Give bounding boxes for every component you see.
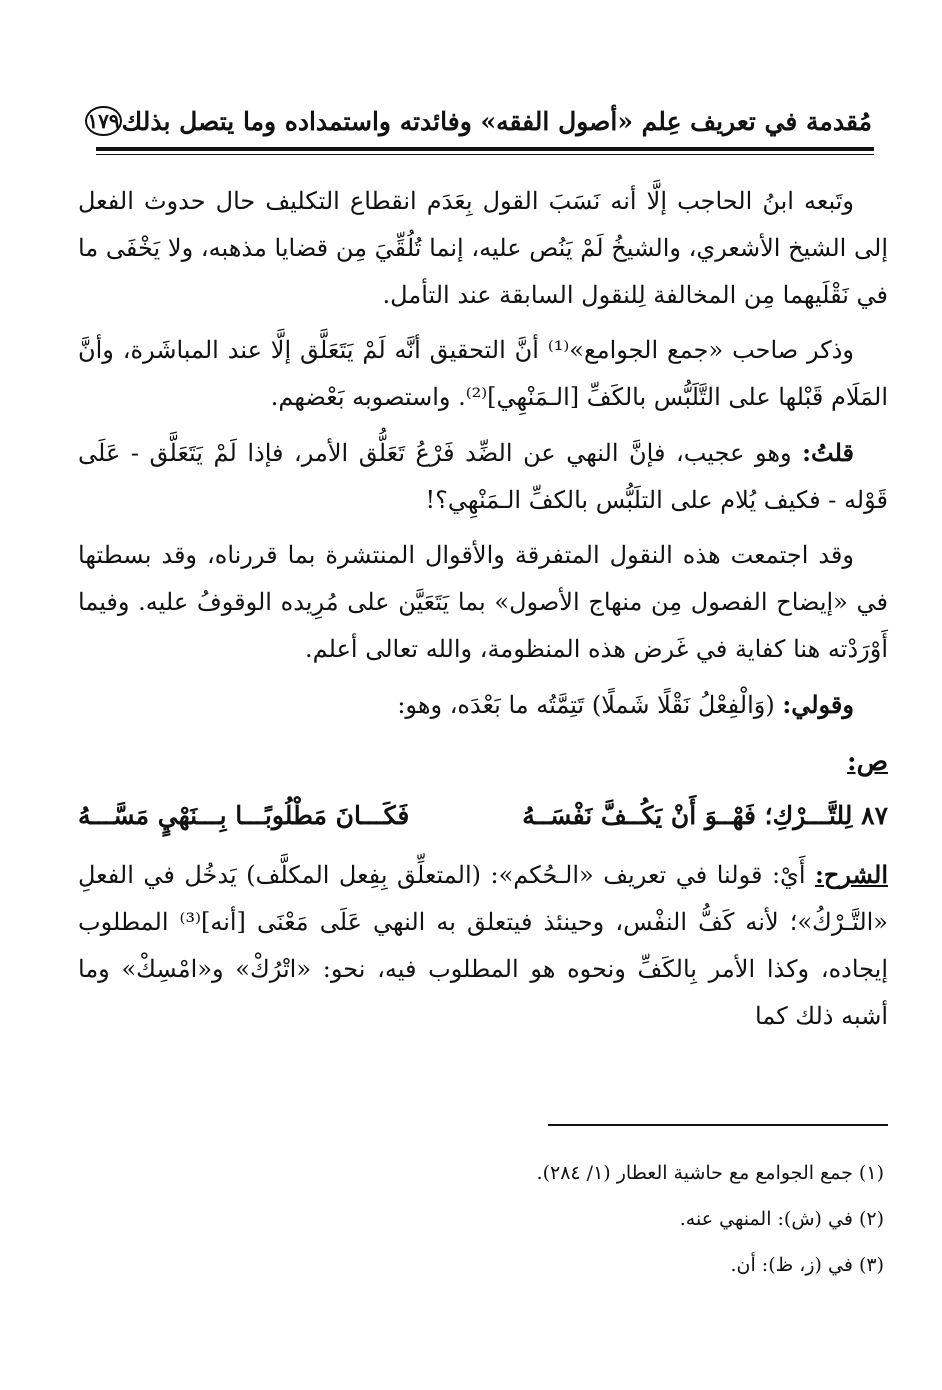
qultu-label: قلتُ:	[802, 438, 854, 467]
paragraph-5-text: (وَالْفِعْلُ نَقْلًا شَملًا) تَتِمَّتُه ما بَعْدَه، وهو:	[397, 691, 775, 719]
footnotes	[78, 1155, 884, 1293]
footnote-3: (٣) في (ز، ظ): أن.	[730, 1254, 884, 1276]
footnote-separator	[548, 1124, 888, 1126]
qawli-label: وقولي:	[782, 690, 854, 719]
page-number: ١٧٩	[85, 106, 121, 136]
footnote-1: (١) جمع الجوامع مع حاشية العطار (١/ ٢٨٤).	[536, 1162, 884, 1184]
header-rule-thin	[96, 154, 874, 155]
paragraph-3	[78, 429, 888, 524]
paragraph-3-text: وهو عجيب، فإنَّ النهي عن الضِّد فَرْعُ تَعَلُّق الأمر، فإذا لَمْ يَتَعَلَّق - عَلَى قَوْله - فكيف يُلام على التلَبُّس بالكفِّ الـمَنْهِي؟!	[78, 439, 888, 514]
paragraph-6-text: أَيْ: قولنا في تعريف «الـحُكم»: (المتعلِّق بِفِعل المكلَّف) يَدخُل في الفعلِ «التَّـرْكُ»؛ لأنه كَفُّ النفْس، وحينئذ فيتعلق به النهي عَلَى مَعْنَى [أنه]⁽³⁾ المطلوب إيجاده، وكذا الأمر بِالكَفِّ ونحوه هو المطلوب فيه، نحو: «اتْرُكْ» و«امْسِكْ» وما أشبه ذلك كما	[78, 861, 888, 1030]
section-heading: ص:	[846, 747, 888, 777]
paragraph-6	[78, 851, 888, 1040]
paragraph-4: وقد اجتمعت هذه النقول المتفرقة والأقوال المنتشرة بما قررناه، وقد بسطتها في «إيضاح الفصول مِن منهاج الأصول» بما يَتَعَيَّن على مُرِيده الوقوفُ عليه. وفيما أَوْرَدْته هنا كفاية في غَرض هذه المنظومة، والله تعالى أعلم.	[78, 541, 888, 663]
verse-part-1: لِلتَّـــرْكِ؛ فَهْــوَ أَنْ يَكُــفَّ نَفْسَــهُ	[522, 801, 853, 830]
running-header-title: مُقدمة في تعريف عِلم «أصول الفقه» وفائدته واستمداده وما يتصل بذلك	[121, 106, 872, 136]
paragraph-2: وذكر صاحب «جمع الجوامع»⁽¹⁾ أنَّ التحقيق أنَّه لَمْ يَتَعَلَّق إلَّا عند المباشَرة، وأنَّ المَلَام قَبْلها على التَّلَبُّس بالكَفِّ [الـمَنْهِي]⁽²⁾. واستصوبه بَعْضهم.	[78, 336, 888, 411]
verse-line	[78, 792, 888, 839]
verse-number: ٨٧	[861, 801, 888, 830]
verse-part-2: فَكَـــانَ مَطْلُوبًـــا بِـــنَهْيٍ مَسَّـــهُ	[78, 801, 410, 830]
page-header	[87, 100, 872, 142]
paragraph-5	[78, 681, 888, 729]
verse-first-hemistich	[522, 792, 888, 839]
footnote-2: (٢) في (ش): المنهي عنه.	[679, 1208, 884, 1230]
paragraph-1: وتَبعه ابنُ الحاجب إلَّا أنه نَسَبَ القول بِعَدَم انقطاع التكليف حال حدوث الفعل إلى الشيخ الأشعري، والشيخُ لَمْ يَنُص عليه، إنما تُلُقِّيَ مِن قضايا مذهبه، ولا يَخْفَى ما في نَقْلَيهما مِن المخالفة لِلنقول السابقة عند التأمل.	[78, 187, 888, 309]
main-text	[78, 178, 888, 1048]
header-rule	[96, 147, 874, 151]
sharh-label: الشرح:	[815, 860, 888, 889]
